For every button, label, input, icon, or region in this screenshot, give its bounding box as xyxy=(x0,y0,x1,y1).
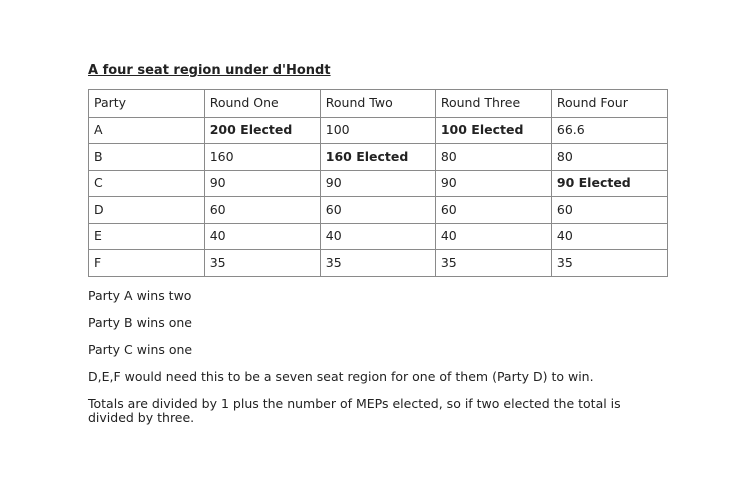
cell-round-three: 90 xyxy=(435,170,551,197)
cell-round-three: 60 xyxy=(435,197,551,224)
party-cell: A xyxy=(89,117,205,144)
party-cell: B xyxy=(89,144,205,171)
table-row xyxy=(89,117,668,144)
cell-round-two: 100 xyxy=(320,117,435,144)
party-cell: E xyxy=(89,223,205,250)
note-def: D,E,F would need this to be a seven seat region for one of them (Party D) to win. xyxy=(88,368,594,384)
table-row xyxy=(89,223,668,250)
cell-round-one: 90 xyxy=(204,170,320,197)
header-round-three: Round Three xyxy=(435,90,551,118)
header-round-two: Round Two xyxy=(320,90,435,118)
party-cell: D xyxy=(89,197,205,224)
notes xyxy=(88,289,668,425)
dhondt-results-table xyxy=(88,89,668,277)
cell-round-two: 40 xyxy=(320,223,435,250)
note-party-b: Party B wins one xyxy=(88,314,192,330)
cell-round-two: 90 xyxy=(320,170,435,197)
cell-round-one: 40 xyxy=(204,223,320,250)
cell-round-two: 60 xyxy=(320,197,435,224)
note-divisor: Totals are divided by 1 plus the number of MEPs elected, so if two elected the total is divided by three. xyxy=(88,395,621,425)
document xyxy=(88,62,668,425)
cell-round-three: 40 xyxy=(435,223,551,250)
cell-round-one: 200 Elected xyxy=(204,117,320,144)
cell-round-three: 80 xyxy=(435,144,551,171)
cell-round-one: 60 xyxy=(204,197,320,224)
header-party: Party xyxy=(89,90,205,118)
cell-round-four: 80 xyxy=(551,144,667,171)
table-row xyxy=(89,144,668,171)
cell-round-four: 35 xyxy=(551,250,667,277)
cell-round-three: 100 Elected xyxy=(435,117,551,144)
cell-round-four: 66.6 xyxy=(551,117,667,144)
cell-round-four: 90 Elected xyxy=(551,170,667,197)
note-party-a: Party A wins two xyxy=(88,287,192,303)
header-round-one: Round One xyxy=(204,90,320,118)
cell-round-two: 160 Elected xyxy=(320,144,435,171)
table-row xyxy=(89,170,668,197)
table-row xyxy=(89,197,668,224)
document-title: A four seat region under d'Hondt xyxy=(88,63,331,78)
table-row xyxy=(89,250,668,277)
cell-round-one: 160 xyxy=(204,144,320,171)
note-party-c: Party C wins one xyxy=(88,341,193,357)
party-cell: F xyxy=(89,250,205,277)
cell-round-four: 40 xyxy=(551,223,667,250)
party-cell: C xyxy=(89,170,205,197)
cell-round-one: 35 xyxy=(204,250,320,277)
cell-round-two: 35 xyxy=(320,250,435,277)
cell-round-three: 35 xyxy=(435,250,551,277)
table-header-row xyxy=(89,90,668,118)
cell-round-four: 60 xyxy=(551,197,667,224)
header-round-four: Round Four xyxy=(551,90,667,118)
